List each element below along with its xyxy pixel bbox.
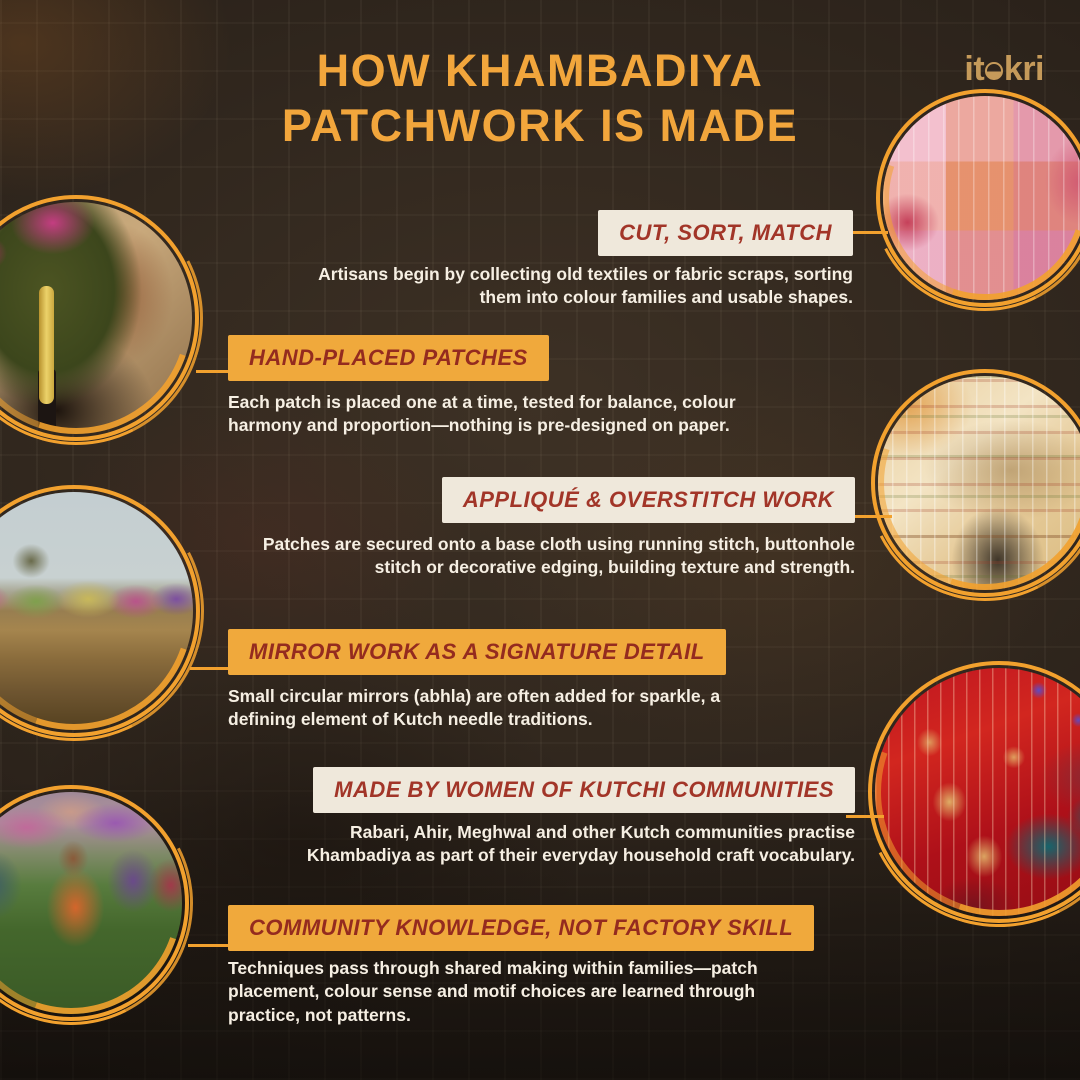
photo-cream-kantha-fabric bbox=[878, 376, 1080, 590]
brush-ring bbox=[868, 661, 1080, 923]
step-body-mirror-work: Small circular mirrors (abhla) are often added for sparkle, a defining element of Kutch needle traditions. bbox=[228, 686, 721, 730]
brush-ring bbox=[0, 195, 199, 441]
photo-pink-patchwork-quilt bbox=[883, 96, 1080, 300]
photo-quilts-drying-outdoors bbox=[0, 492, 193, 730]
page-title-line1: HOW KHAMBADIYA bbox=[316, 45, 764, 96]
step-label-mirror-work: MIRROR WORK AS A SIGNATURE DETAIL bbox=[228, 629, 726, 675]
photo-hands-spinning-thread bbox=[0, 202, 192, 434]
step-label-community-knowledge: COMMUNITY KNOWLEDGE, NOT FACTORY SKILL bbox=[228, 905, 814, 951]
connector-line-step3 bbox=[852, 515, 892, 518]
step-label-kutchi-communities: MADE BY WOMEN OF KUTCHI COMMUNITIES bbox=[313, 767, 855, 813]
step-body-cut-sort-match: Artisans begin by collecting old textiles or fabric scraps, sorting them into colour families and usable shapes. bbox=[318, 264, 853, 308]
step-label-applique-overstitch: APPLIQUÉ & OVERSTITCH WORK bbox=[442, 477, 855, 523]
logo-text-suffix: kri bbox=[1003, 50, 1044, 88]
connector-line-step6 bbox=[188, 944, 230, 947]
step-body-hand-placed-patches: Each patch is placed one at a time, tested for balance, colour harmony and proportion—nothing is pre-designed on paper. bbox=[228, 392, 736, 436]
connector-line-step2 bbox=[196, 370, 232, 373]
brush-ring bbox=[876, 89, 1080, 307]
brush-ring bbox=[871, 369, 1080, 597]
connector-line-step1 bbox=[852, 231, 888, 234]
step-body-applique-overstitch: Patches are secured onto a base cloth using running stitch, buttonhole stitch or decorative edging, building texture and strength. bbox=[262, 534, 855, 578]
step-body-community-knowledge: Techniques pass through shared making within families—patch placement, colour sense and motif choices are learned through practice, not patterns. bbox=[228, 958, 758, 1025]
photo-women-artisans-group bbox=[0, 792, 182, 1014]
connector-line-step5 bbox=[846, 815, 884, 818]
logo-o-glyph-icon bbox=[985, 62, 1003, 80]
itokri-logo bbox=[964, 52, 1044, 86]
brush-ring bbox=[0, 785, 189, 1021]
brush-ring bbox=[0, 485, 200, 737]
step-label-cut-sort-match: CUT, SORT, MATCH bbox=[598, 210, 853, 256]
connector-line-step4 bbox=[190, 667, 232, 670]
logo-text-prefix: it bbox=[964, 50, 985, 88]
page-title-line2: PATCHWORK IS MADE bbox=[281, 99, 799, 151]
step-body-kutchi-communities: Rabari, Ahir, Meghwal and other Kutch communities practise Khambadiya as part of their everyday household craft vocabulary. bbox=[306, 822, 855, 866]
photo-red-embroidered-quilt bbox=[875, 668, 1080, 916]
step-label-hand-placed-patches: HAND-PLACED PATCHES bbox=[228, 335, 549, 381]
